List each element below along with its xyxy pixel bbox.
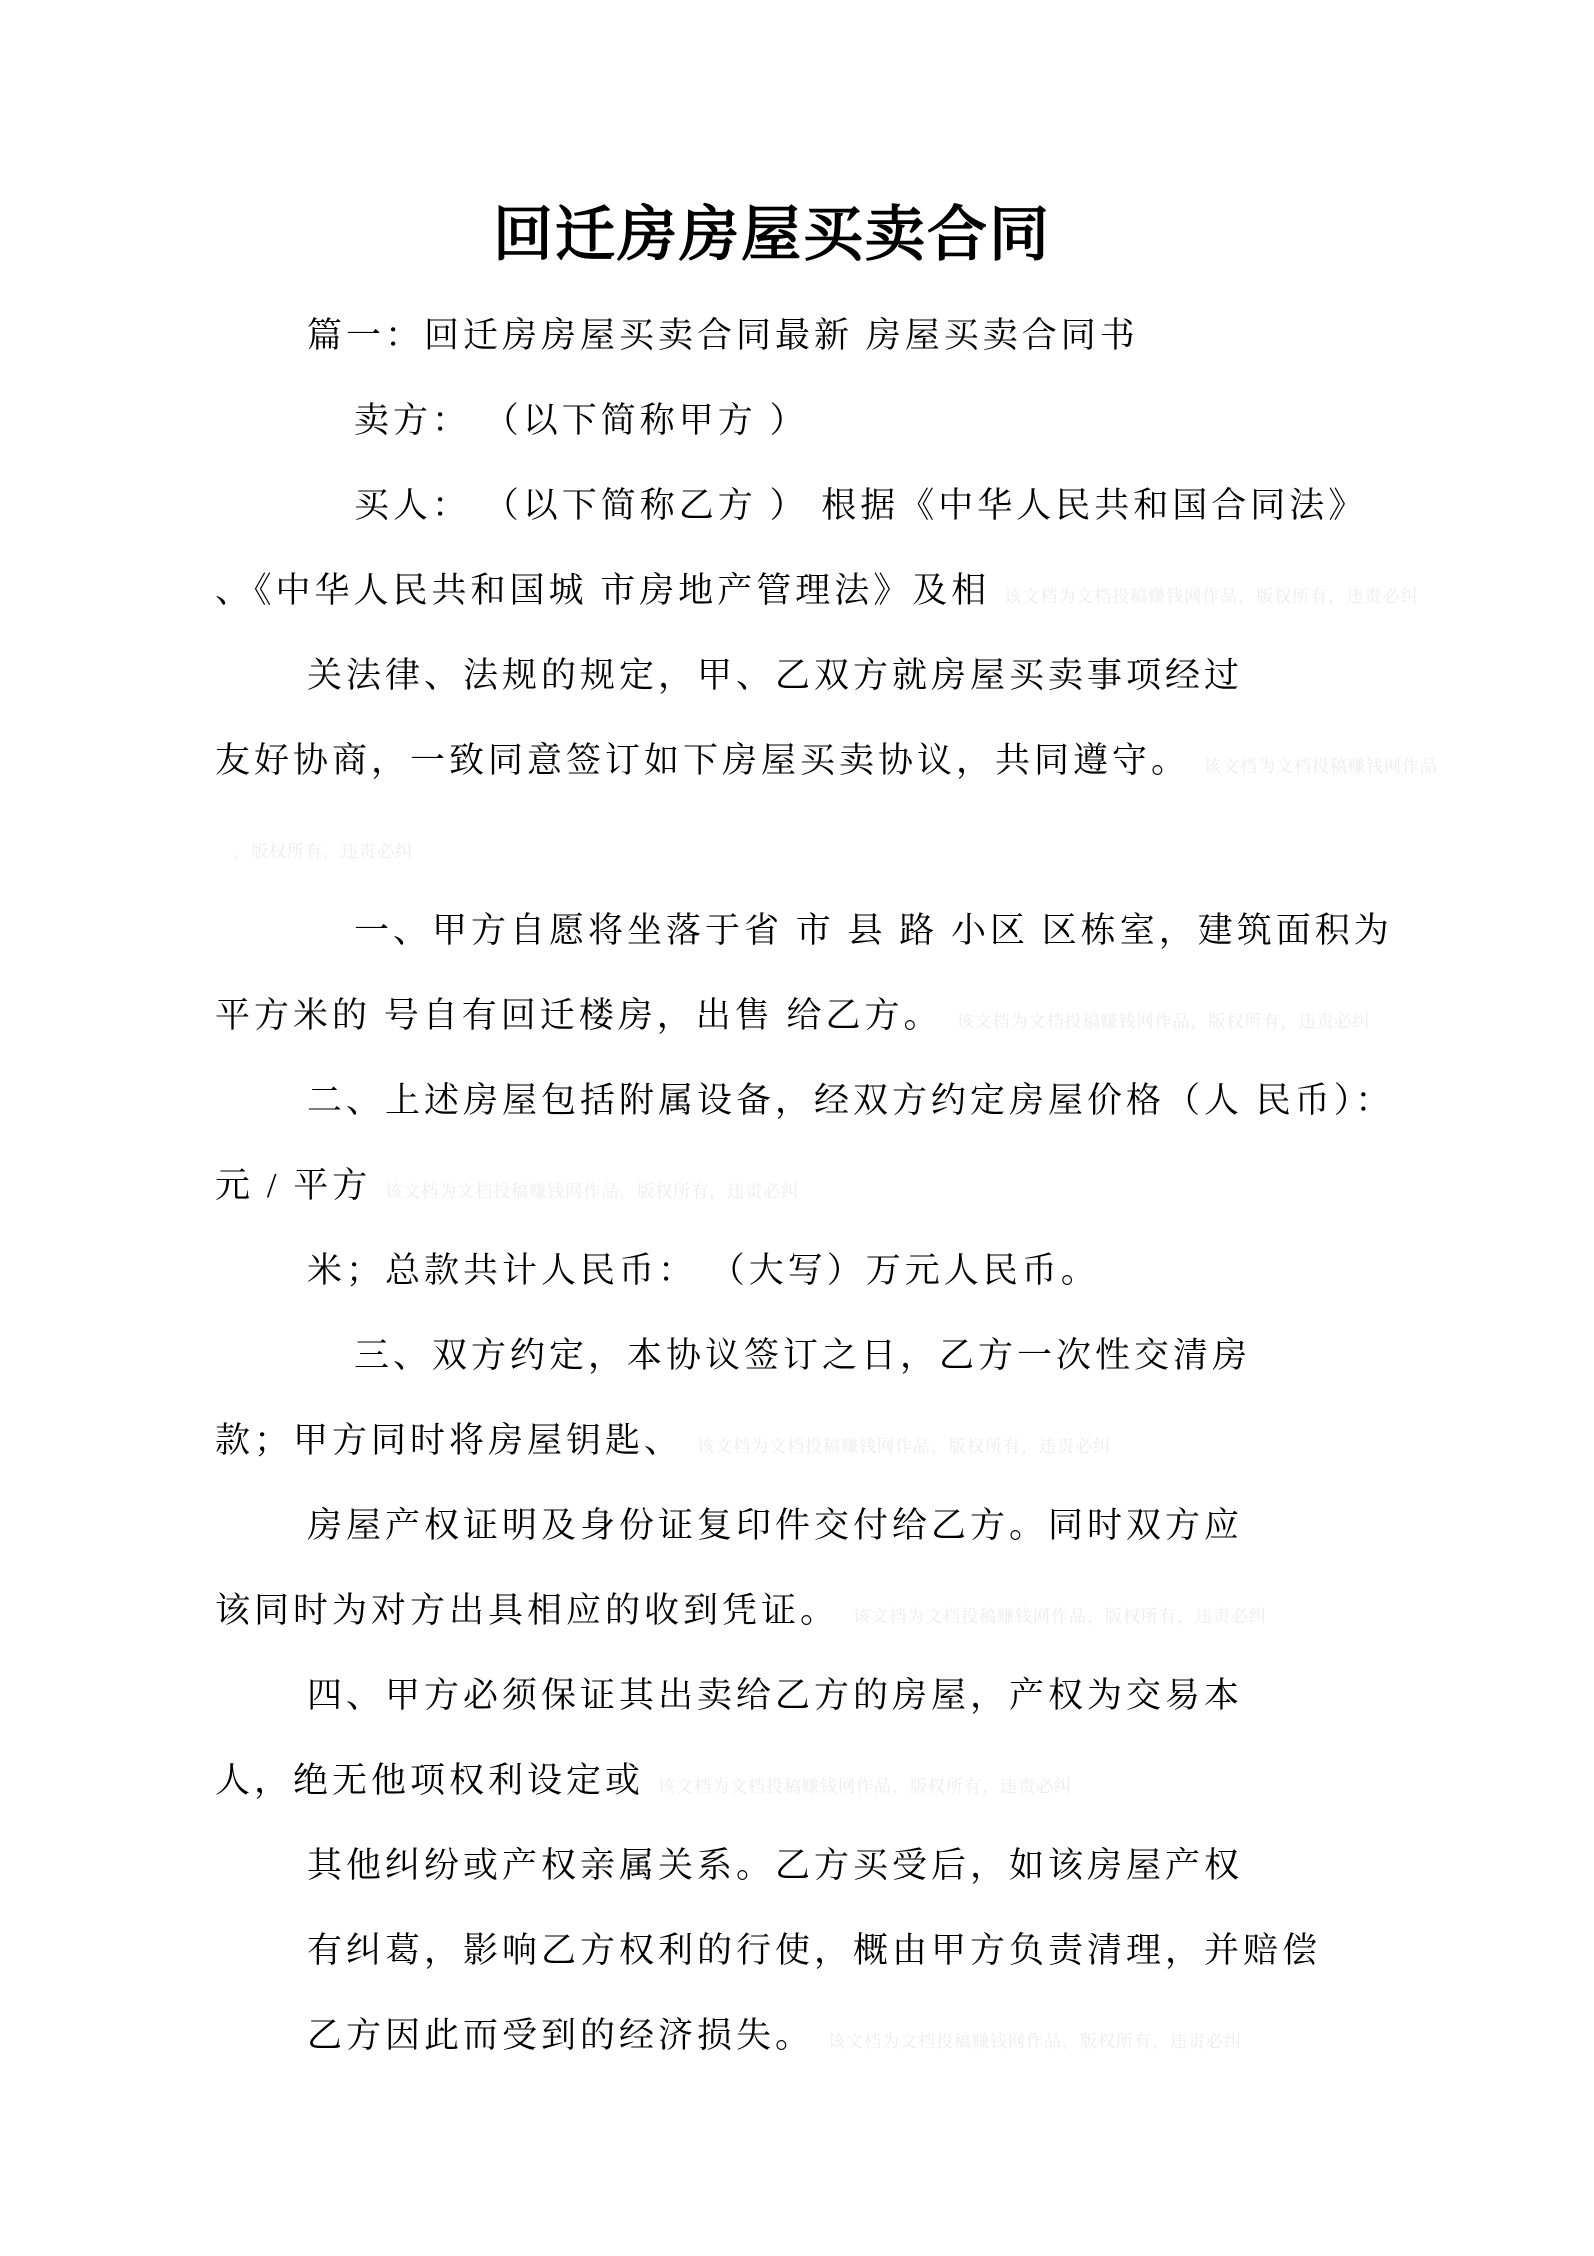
doc-line: [215, 1143, 1469, 1228]
doc-line: [215, 1568, 1469, 1653]
watermark-text: ，版权所有，违责必纠: [233, 842, 413, 861]
doc-line: [215, 1313, 1469, 1398]
doc-line: [215, 718, 1469, 803]
line-text: 该同时为对方出具相应的收到凭证。: [215, 1591, 840, 1630]
doc-line: [215, 888, 1469, 973]
doc-line: [215, 378, 1469, 463]
doc-line: [215, 973, 1469, 1058]
line-text: 款；甲方同时将房屋钥匙、: [215, 1421, 684, 1460]
doc-line: [215, 803, 1469, 888]
line-text: 篇一：回迁房房屋买卖合同最新 房屋买卖合同书: [307, 316, 1139, 355]
document-body: [215, 293, 1469, 2078]
line-text: 房屋产权证明及身份证复印件交付给乙方。同时双方应: [307, 1506, 1244, 1545]
line-text: 买人： （以下简称乙方 ） 根据《中华人民共和国合同法》: [354, 486, 1368, 525]
doc-line: [215, 1738, 1469, 1823]
watermark-text: 该文档为文档投稿赚钱网作品，版权所有，违责必纠: [658, 1777, 1073, 1796]
watermark-text: 该文档为文档投稿赚钱网作品: [1204, 757, 1439, 776]
doc-line: [215, 293, 1469, 378]
doc-line: [215, 548, 1469, 633]
line-text: 友好协商，一致同意签订如下房屋买卖协议，共同遵守。: [215, 741, 1191, 780]
watermark-text: 该文档为文档投稿赚钱网作品，版权所有，违责必纠: [828, 2032, 1243, 2051]
line-text: 一、甲方自愿将坐落于省 市 县 路 小区 区栋室，建筑面积为: [354, 911, 1393, 950]
line-text: 其他纠纷或产权亲属关系。乙方买受后，如该房屋产权: [307, 1846, 1244, 1885]
line-text: 关法律、法规的规定，甲、乙双方就房屋买卖事项经过: [307, 656, 1244, 695]
doc-line: [215, 1823, 1469, 1908]
line-text: 人，绝无他项权利设定或: [215, 1761, 645, 1800]
watermark-text: 该文档为文档投稿赚钱网作品，版权所有，违责必纠: [1004, 587, 1419, 606]
doc-line: [215, 633, 1469, 718]
line-text: 二、上述房屋包括附属设备，经双方约定房屋价格（人 民币）：: [307, 1081, 1395, 1120]
watermark-text: 该文档为文档投稿赚钱网作品，版权所有，违责必纠: [697, 1437, 1112, 1456]
doc-line: [215, 1993, 1469, 2078]
watermark-text: 该文档为文档投稿赚钱网作品，版权所有，违责必纠: [853, 1607, 1268, 1626]
line-text: 乙方因此而受到的经济损失。: [307, 2016, 815, 2055]
line-text: 、《中华人民共和国城 市房地产管理法》及相: [215, 571, 991, 610]
doc-line: [215, 1228, 1469, 1313]
doc-line: [215, 1398, 1469, 1483]
document-title: 回迁房房屋买卖合同: [493, 201, 1051, 268]
line-text: 有纠葛，影响乙方权利的行使，概由甲方负责清理，并赔偿: [307, 1931, 1322, 1970]
line-text: 四、甲方必须保证其出卖给乙方的房屋，产权为交易本: [307, 1676, 1244, 1715]
doc-line: [215, 463, 1469, 548]
doc-line: [215, 1653, 1469, 1738]
line-text: 平方米的 号自有回迁楼房，出售 给乙方。: [215, 996, 943, 1035]
watermark-text: 该文档为文档投稿赚钱网作品，版权所有，违责必纠: [956, 1012, 1371, 1031]
watermark-text: 该文档为文档投稿赚钱网作品，版权所有，违责必纠: [385, 1182, 800, 1201]
line-text: 三、双方约定，本协议签订之日，乙方一次性交清房: [354, 1336, 1252, 1375]
line-text: 元 / 平方: [215, 1166, 372, 1205]
line-text: 米；总款共计人民币： （大写）万元人民币。: [307, 1251, 1100, 1290]
doc-line: [215, 1058, 1469, 1143]
doc-line: [215, 1908, 1469, 1993]
line-text: 卖方： （以下简称甲方 ）: [354, 401, 809, 440]
doc-line: [215, 1483, 1469, 1568]
